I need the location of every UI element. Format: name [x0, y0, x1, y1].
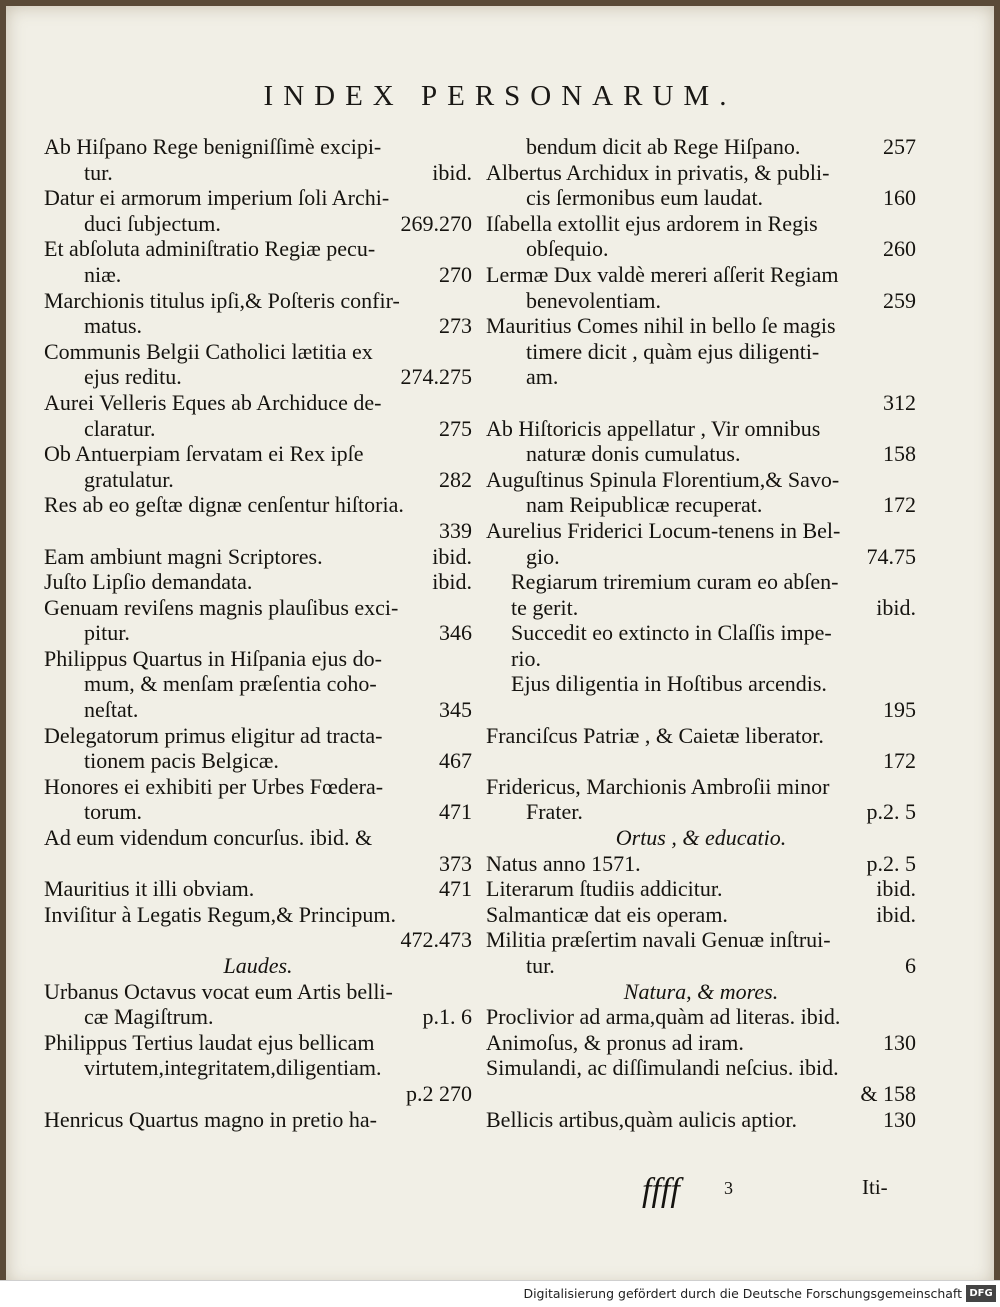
- entry-text: Inviſitur à Legatis Regum,& Principum.: [44, 901, 396, 927]
- entry-text: Albertus Archidux in privatis, & publi-: [486, 159, 830, 185]
- entry-text: Auguſtinus Spinula Florentium,& Savo-: [486, 466, 840, 492]
- entry-text: Honores ei exhibiti per Urbes Fœdera-: [44, 773, 384, 799]
- index-entry-line: [44, 1030, 472, 1056]
- page-title: INDEX PERSONARUM.: [263, 80, 737, 112]
- entry-text: Res ab eo geſtæ dignæ cenſentur hiſtoria.: [44, 492, 404, 518]
- index-entry-line: [44, 185, 472, 211]
- entry-text: Juſto Lipſio demandata.: [44, 569, 253, 595]
- entry-text: Frater.: [526, 799, 583, 825]
- entry-text: Salmanticæ dat eis operam.: [486, 901, 728, 927]
- entry-text: gratulatur.: [84, 466, 174, 492]
- page-reference: ibid.: [432, 543, 472, 569]
- entry-text: Aurelius Friderici Locum-tenens in Bel-: [486, 517, 841, 543]
- page-reference: & 158: [860, 1080, 916, 1106]
- index-entry-line: [486, 927, 916, 953]
- page-reference: 270: [439, 261, 472, 287]
- page-reference: p.2. 5: [866, 850, 916, 876]
- signature-number: 3: [724, 1178, 733, 1198]
- page-reference: 160: [883, 185, 916, 211]
- index-entry-line: [44, 160, 472, 186]
- index-entry-line: [486, 774, 916, 800]
- entry-text: Aurei Velleris Eques ab Archiduce de-: [44, 389, 382, 415]
- entry-text: te gerit.: [511, 594, 579, 620]
- page-reference: 130: [883, 1106, 916, 1132]
- entry-text: Proclivior ad arma,quàm ad literas. ibid.: [486, 1004, 841, 1030]
- index-entry-line: [486, 723, 916, 749]
- index-entry-line: [486, 262, 916, 288]
- entry-text: Ad eum videndum concurſus. ibid. &: [44, 825, 373, 851]
- index-entry-line: [44, 544, 472, 570]
- index-entry-line: [486, 416, 916, 442]
- index-entry-line: [44, 825, 472, 851]
- page-reference: 339: [439, 517, 472, 543]
- index-entry-line: [44, 288, 472, 314]
- entry-text: tur.: [84, 159, 113, 185]
- entry-text: Animoſus, & pronus ad iram.: [486, 1029, 744, 1055]
- entry-text: Communis Belgii Catholici lætitia ex: [44, 338, 373, 364]
- index-entry-line: [486, 339, 916, 365]
- index-entry-line: [44, 851, 472, 877]
- page-reference: ibid.: [432, 569, 472, 595]
- entry-text: Bellicis artibus,quàm aulicis aptior.: [486, 1106, 797, 1132]
- entry-text: Ortus , & educatio.: [615, 825, 787, 851]
- page-reference: 195: [883, 697, 916, 723]
- entry-text: Lermæ Dux valdè mereri aſſerit Regiam: [486, 261, 839, 287]
- index-entry-line: [44, 1107, 472, 1133]
- entry-text: Philippus Tertius laudat ejus bellicam: [44, 1029, 375, 1055]
- index-entry-line: [486, 671, 916, 697]
- page-reference: 274.275: [400, 364, 472, 390]
- index-entry-line: [486, 160, 916, 186]
- page-reference: 467: [439, 748, 472, 774]
- index-entry-line: [44, 492, 472, 518]
- entry-text: rio.: [511, 645, 541, 671]
- page-reference: 172: [883, 492, 916, 518]
- page-reference: 158: [883, 441, 916, 467]
- index-entry-line: [486, 1107, 916, 1133]
- entry-text: pitur.: [84, 620, 130, 646]
- index-entry-line: [44, 569, 472, 595]
- index-entry-line: [486, 620, 916, 646]
- index-entry-line: [44, 620, 472, 646]
- page-reference: 273: [439, 313, 472, 339]
- index-entry-line: [486, 211, 916, 237]
- entry-text: Franciſcus Patriæ , & Caietæ liberator.: [486, 722, 824, 748]
- entry-text: tur.: [526, 953, 555, 978]
- page-reference: 471: [439, 876, 472, 902]
- entry-text: Iſabella extollit ejus ardorem in Regis: [486, 210, 818, 236]
- page-reference: ibid.: [876, 594, 916, 620]
- page-reference: 346: [439, 620, 472, 646]
- index-entry-line: [486, 748, 916, 774]
- index-entry-line: [486, 799, 916, 825]
- index-entry-line: [486, 544, 916, 570]
- index-entry-line: [486, 646, 916, 672]
- page-reference: 275: [439, 415, 472, 441]
- page-reference: 130: [883, 1029, 916, 1055]
- entry-text: niæ.: [84, 261, 122, 287]
- index-entry-line: [44, 774, 472, 800]
- index-entry-line: [44, 390, 472, 416]
- entry-text: Fridericus, Marchionis Ambroſii minor: [486, 773, 830, 799]
- index-entry-line: [486, 518, 916, 544]
- index-entry-line: [486, 288, 916, 314]
- index-entry-line: [44, 211, 472, 237]
- entry-text: obſequio.: [526, 236, 609, 262]
- entry-text: torum.: [84, 799, 143, 825]
- page-reference: 345: [439, 697, 472, 723]
- index-entry-line: [44, 416, 472, 442]
- index-entry-line: [44, 799, 472, 825]
- entry-text: neſtat.: [84, 697, 139, 723]
- page-reference: p.2. 5: [866, 799, 916, 825]
- page-reference: 74.75: [866, 543, 916, 569]
- index-entry-line: [44, 927, 472, 953]
- index-entry-line: [44, 697, 472, 723]
- entry-text: Marchionis titulus ipſi,& Poſteris confir-: [44, 287, 400, 313]
- entry-text: Philippus Quartus in Hiſpania ejus do-: [44, 645, 382, 671]
- index-entry-line: [486, 236, 916, 262]
- entry-text: Henricus Quartus magno in pretio ha-: [44, 1106, 377, 1132]
- entry-text: Mauritius it illi obviam.: [44, 876, 255, 902]
- index-entry-line: [44, 313, 472, 339]
- entry-text: Et abſoluta adminiſtratio Regiæ pecu-: [44, 236, 376, 262]
- page-reference: 269.270: [400, 210, 472, 236]
- signature-mark: ffff: [642, 1172, 680, 1209]
- entry-text: Ab Hiſtoricis appellatur , Vir omnibus: [486, 415, 821, 441]
- index-entry-line: [44, 902, 472, 928]
- entry-text: Militia præſertim navali Genuæ inſtrui-: [486, 927, 831, 953]
- entry-text: naturæ donis cumulatus.: [526, 441, 741, 467]
- entry-text: Literarum ſtudiis addicitur.: [486, 876, 723, 902]
- entry-text: Urbanus Octavus vocat eum Artis belli-: [44, 978, 393, 1004]
- index-entry-line: [44, 364, 472, 390]
- entry-text: Ob Antuerpiam ſervatam ei Rex ipſe: [44, 441, 364, 467]
- page-reference: 312: [883, 389, 916, 415]
- index-entry-line: [486, 1081, 916, 1107]
- entry-text: cis ſermonibus eum laudat.: [526, 185, 764, 211]
- page-reference: 6: [905, 953, 916, 978]
- dfg-logo-icon: DFG: [966, 1285, 996, 1302]
- entry-text: cæ Magiſtrum.: [84, 1004, 214, 1030]
- page-reference: 257: [883, 134, 916, 159]
- index-entry-line: [44, 979, 472, 1005]
- index-entry-line: [44, 134, 472, 160]
- index-entry-line: [486, 876, 916, 902]
- index-entry-line: [44, 646, 472, 672]
- index-entry-line: [44, 467, 472, 493]
- index-entry-line: [486, 851, 916, 877]
- funding-note: Digitalisierung gefördert durch die Deutsche Forschungsgemeinschaft: [523, 1286, 962, 1301]
- page-reference: 373: [439, 850, 472, 876]
- section-heading: [486, 825, 916, 851]
- index-column-right: [486, 134, 916, 1132]
- page-reference: 259: [883, 287, 916, 313]
- entry-text: Ab Hiſpano Rege benigniſſimè excipi-: [44, 134, 382, 159]
- index-entry-line: [44, 518, 472, 544]
- entry-text: claratur.: [84, 415, 156, 441]
- entry-text: virtutem,integritatem,diligentiam.: [84, 1055, 382, 1081]
- entry-text: Simulandi, ac diſſimulandi neſcius. ibid.: [486, 1055, 839, 1081]
- page-reference: 471: [439, 799, 472, 825]
- entry-text: nam Reipublicæ recuperat.: [526, 492, 763, 518]
- catchword: Iti-: [862, 1175, 888, 1199]
- entry-text: tionem pacis Belgicæ.: [84, 748, 279, 774]
- entry-text: Laudes.: [223, 953, 293, 978]
- entry-text: Ejus diligentia in Hoſtibus arcendis.: [511, 671, 827, 697]
- entry-text: duci ſubjectum.: [84, 210, 221, 236]
- page-reference: 260: [883, 236, 916, 262]
- index-column-left: [44, 134, 472, 1132]
- page-reference: 282: [439, 466, 472, 492]
- index-entry-line: [486, 492, 916, 518]
- index-entry-line: [486, 364, 916, 390]
- index-entry-line: [44, 236, 472, 262]
- entry-text: matus.: [84, 313, 143, 339]
- page-reference: ibid.: [876, 876, 916, 902]
- entry-text: bendum dicit ab Rege Hiſpano.: [526, 134, 801, 159]
- entry-text: Natura, & mores.: [623, 978, 779, 1004]
- page-reference: ibid.: [432, 159, 472, 185]
- book-page: [6, 6, 994, 1286]
- index-entry-line: [486, 595, 916, 621]
- index-entry-line: [486, 1004, 916, 1030]
- index-entry-line: [44, 441, 472, 467]
- index-entry-line: [486, 390, 916, 416]
- index-entry-line: [486, 467, 916, 493]
- index-entry-line: [486, 902, 916, 928]
- entry-text: Eam ambiunt magni Scriptores.: [44, 543, 323, 569]
- index-entry-line: [486, 1055, 916, 1081]
- index-entry-line: [486, 441, 916, 467]
- entry-text: ejus reditu.: [84, 364, 182, 390]
- entry-text: Delegatorum primus eligitur ad tracta-: [44, 722, 383, 748]
- index-entry-line: [44, 595, 472, 621]
- entry-text: Natus anno 1571.: [486, 850, 641, 876]
- index-entry-line: [44, 748, 472, 774]
- section-heading: [44, 953, 472, 979]
- index-entry-line: [486, 134, 916, 160]
- page-reference: p.2 270: [406, 1080, 472, 1106]
- entry-text: Datur ei armorum imperium ſoli Archi-: [44, 185, 390, 211]
- index-entry-line: [44, 1004, 472, 1030]
- entry-text: mum, & menſam præſentia coho-: [84, 671, 377, 697]
- page-reference: 472.473: [400, 927, 472, 953]
- entry-text: Genuam reviſens magnis plauſibus exci-: [44, 594, 399, 620]
- entry-text: benevolentiam.: [526, 287, 662, 313]
- index-entry-line: [44, 723, 472, 749]
- index-entry-line: [44, 1055, 472, 1081]
- index-entry-line: [486, 697, 916, 723]
- index-entry-line: [44, 876, 472, 902]
- index-entry-line: [486, 185, 916, 211]
- entry-text: Mauritius Comes nihil in bello ſe magis: [486, 313, 836, 339]
- index-entry-line: [44, 339, 472, 365]
- index-entry-line: [44, 671, 472, 697]
- index-entry-line: [486, 953, 916, 979]
- index-entry-line: [44, 262, 472, 288]
- entry-text: Succedit eo extincto in Claſſis impe-: [511, 620, 832, 646]
- entry-text: timere dicit , quàm ejus diligenti-: [526, 338, 820, 364]
- entry-text: am.: [526, 364, 559, 390]
- section-heading: [486, 979, 916, 1005]
- index-entry-line: [486, 569, 916, 595]
- page-reference: ibid.: [876, 901, 916, 927]
- page-reference: 172: [883, 748, 916, 774]
- entry-text: Regiarum triremium curam eo abſen-: [511, 569, 839, 595]
- index-entry-line: [486, 1030, 916, 1056]
- footer-bar: [0, 1280, 1000, 1307]
- index-entry-line: [486, 313, 916, 339]
- index-entry-line: [44, 1081, 472, 1107]
- page-reference: p.1. 6: [422, 1004, 472, 1030]
- entry-text: gio.: [526, 543, 560, 569]
